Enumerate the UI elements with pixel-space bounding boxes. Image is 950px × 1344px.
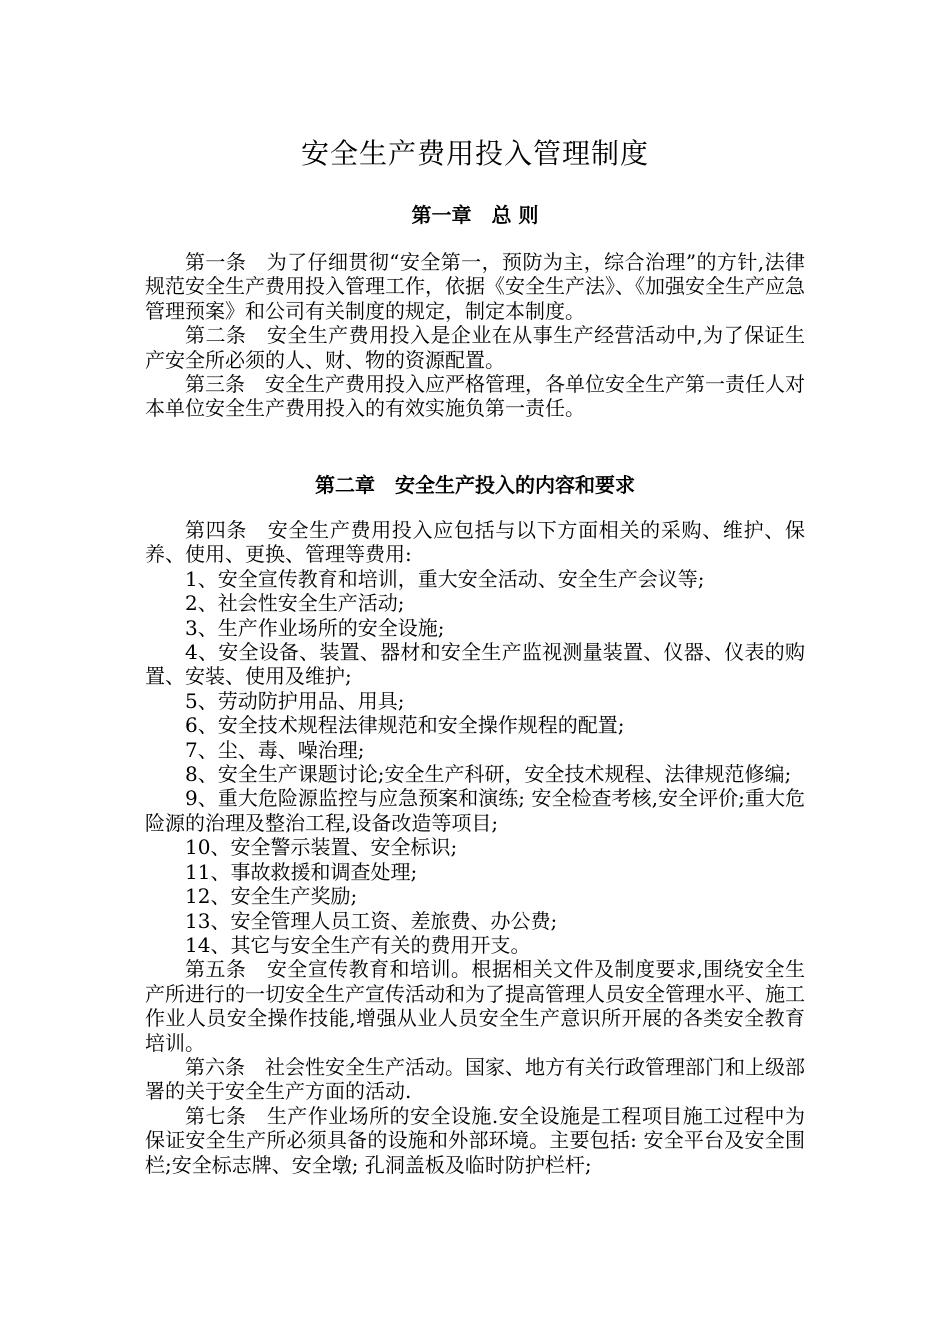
- article-7: 第七条 生产作业场所的安全设施.安全设施是工程项目施工过程中为保证安全生产所必须具备的设施和外部环境。主要包括: 安全平台及安全围栏;安全标志牌、安全墩; 孔洞盖板及临时防护栏杆;: [145, 1103, 805, 1177]
- article-6: 第六条 社会性安全生产活动。国家、地方有关行政管理部门和上级部署的关于安全生产方面的活动.: [145, 1054, 805, 1104]
- article-2: 第二条 安全生产费用投入是企业在从事生产经营活动中,为了保证生产安全所必须的人、财、物的资源配置。: [145, 323, 805, 372]
- chapter-1-body: [145, 250, 805, 421]
- chapter-2-heading: 第二章 安全生产投入的内容和要求: [315, 473, 635, 497]
- article-4: 第四条 安全生产费用投入应包括与以下方面相关的采购、维护、保养、使用、更换、管理等费用:: [145, 518, 805, 567]
- list-item: 9、重大危险源监控与应急预案和演练; 安全检查考核,安全评价;重大危险源的治理及整治工程,设备改造等项目;: [145, 786, 805, 835]
- article-1: 第一条 为了仔细贯彻“安全第一，预防为主，综合治理”的方针,法律规范安全生产费用投入管理工作，依据《安全生产法》、《加强安全生产应急管理预案》和公司有关制度的规定，制定本制度。: [145, 250, 805, 323]
- list-item: 4、安全设备、装置、器材和安全生产监视测量装置、仪器、仪表的购置、安装、使用及维护;: [145, 640, 805, 689]
- list-item: 14、其它与安全生产有关的费用开支。: [185, 932, 531, 957]
- article-3: 第三条 安全生产费用投入应严格管理，各单位安全生产第一责任人对本单位安全生产费用投入的有效实施负第一责任。: [145, 372, 805, 421]
- list-item: 5、劳动防护用品、用具;: [185, 688, 405, 713]
- document-title: 安全生产费用投入管理制度: [300, 137, 649, 170]
- chapter-1-heading: 第一章 总 则: [411, 203, 539, 227]
- article-5: 第五条 安全宣传教育和培训。根据相关文件及制度要求,围绕安全生产所进行的一切安全生产宣传活动和为了提高管理人员安全管理水平、施工作业人员安全操作技能,增强从业人员安全生产意识所开展的各类安全教育培训。: [145, 957, 805, 1055]
- list-item: 13、安全管理人员工资、差旅费、办公费;: [185, 908, 558, 933]
- list-item: 10、安全警示装置、安全标识;: [185, 835, 458, 860]
- list-item: 7、尘、毒、噪治理;: [185, 737, 365, 762]
- list-item: 1、安全宣传教育和培训，重大安全活动、安全生产会议等;: [185, 566, 705, 591]
- list-item: 11、事故救援和调查处理;: [185, 859, 418, 884]
- list-item: 12、安全生产奖励;: [185, 884, 358, 909]
- list-item: 3、生产作业场所的安全设施;: [185, 615, 445, 640]
- list-item: 8、安全生产课题讨论;安全生产科研，安全技术规程、法律规范修编;: [185, 762, 792, 787]
- list-item: 6、安全技术规程法律规范和安全操作规程的配置;: [185, 713, 625, 738]
- chapter-2-body: [145, 518, 805, 1177]
- list-item: 2、社会性安全生产活动;: [185, 591, 405, 616]
